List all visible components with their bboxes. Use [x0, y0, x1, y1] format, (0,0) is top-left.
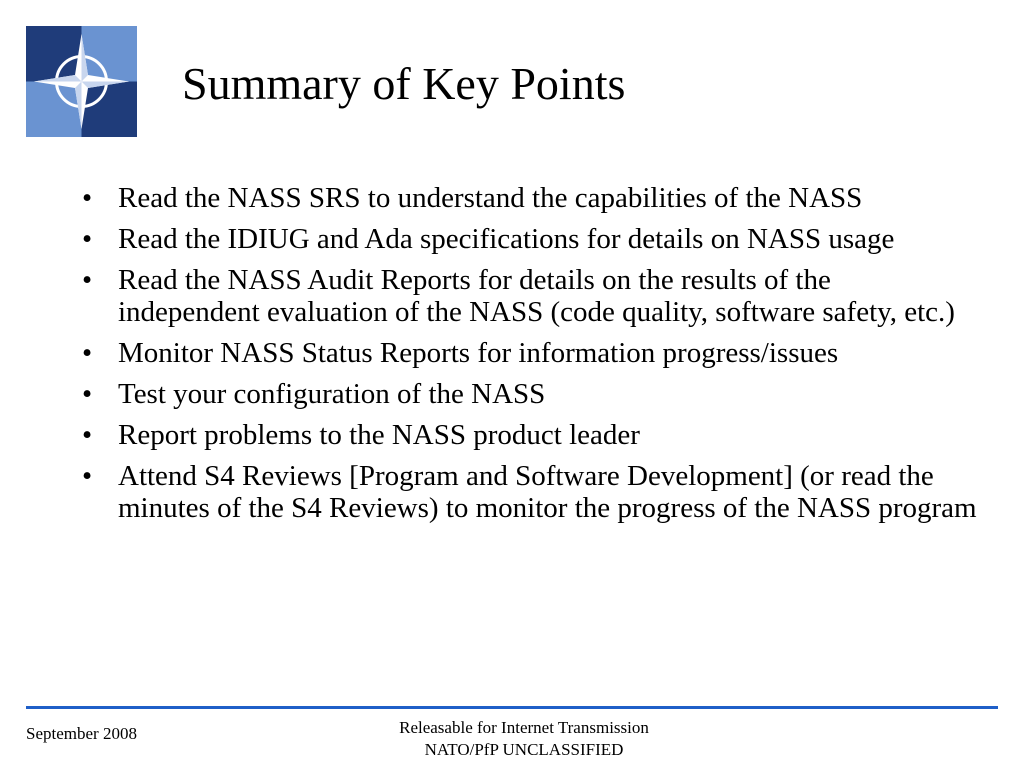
- bullet-text: Read the IDIUG and Ada specifications for details on NASS usage: [118, 223, 895, 255]
- footer-classification: [334, 717, 714, 761]
- bullet-item: [78, 182, 978, 214]
- bullet-item: [78, 337, 978, 369]
- bullet-list: [78, 182, 978, 533]
- bullet-dot: •: [82, 460, 93, 492]
- bullet-dot: •: [82, 182, 93, 214]
- slide-title: Summary of Key Points: [182, 58, 626, 109]
- footer-classification-line: NATO/PfP UNCLASSIFIED: [424, 740, 624, 759]
- bullet-text: Test your configuration of the NASS: [118, 378, 546, 410]
- footer-date: September 2008: [26, 724, 137, 743]
- nato-logo-icon: [26, 26, 137, 137]
- bullet-dot: •: [82, 223, 93, 255]
- bullet-text: Monitor NASS Status Reports for information progress/issues: [118, 337, 839, 369]
- bullet-item: [78, 223, 978, 255]
- bullet-dot: •: [82, 419, 93, 451]
- bullet-text: Attend S4 Reviews [Program and Software Development] (or read the minutes of the S4 Reviews) to monitor the progress of the NASS program: [118, 460, 977, 524]
- footer-divider: [26, 706, 998, 709]
- bullet-dot: •: [82, 378, 93, 410]
- bullet-item: [78, 378, 978, 410]
- footer-release-line: Releasable for Internet Transmission: [399, 718, 649, 737]
- bullet-item: [78, 264, 978, 328]
- bullet-text: Report problems to the NASS product leader: [118, 419, 640, 451]
- bullet-dot: •: [82, 337, 93, 369]
- bullet-dot: •: [82, 264, 93, 296]
- bullet-text: Read the NASS SRS to understand the capabilities of the NASS: [118, 182, 863, 214]
- bullet-text: Read the NASS Audit Reports for details on the results of the independent evaluation of the NASS (code quality, software safety, etc.): [118, 264, 955, 328]
- bullet-item: [78, 419, 978, 451]
- bullet-item: [78, 460, 978, 524]
